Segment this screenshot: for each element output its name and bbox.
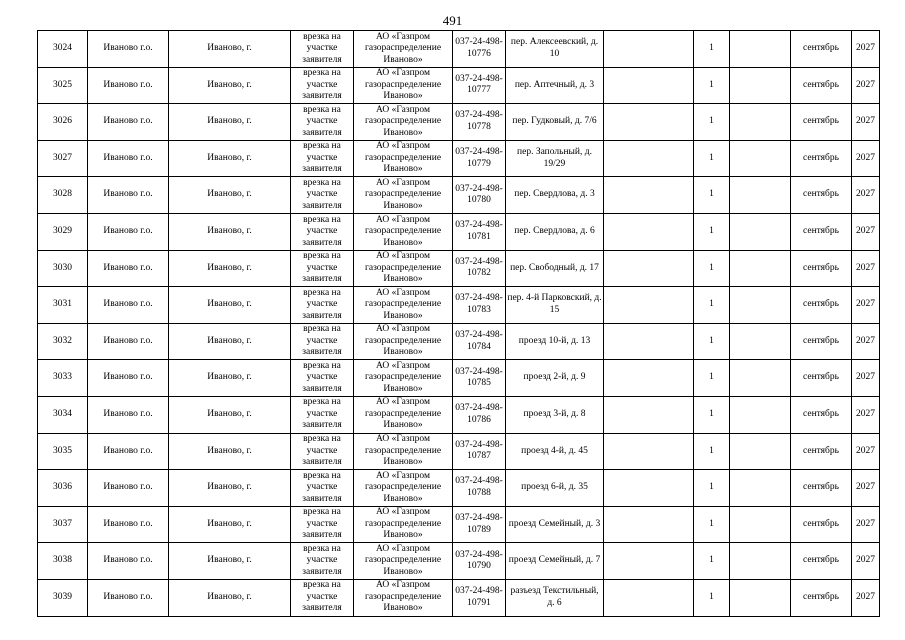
- row-number-cell: 3029: [38, 213, 88, 250]
- quantity-cell: 1: [694, 213, 730, 250]
- row-number-cell: 3036: [38, 470, 88, 507]
- row-number-cell: 3033: [38, 360, 88, 397]
- row-number-cell: 3028: [38, 177, 88, 214]
- district-cell: Иваново г.о.: [88, 323, 169, 360]
- blank-cell: [730, 177, 791, 214]
- year-cell: 2027: [852, 470, 880, 507]
- district-cell: Иваново г.о.: [88, 31, 169, 68]
- owner-cell: АО «Газпром газораспределение Иваново»: [354, 287, 453, 324]
- owner-cell: АО «Газпром газораспределение Иваново»: [354, 396, 453, 433]
- table-row: [38, 323, 880, 360]
- table-body: [38, 31, 880, 617]
- year-cell: 2027: [852, 506, 880, 543]
- work-type-cell: врезка на участке заявителя: [291, 177, 354, 214]
- code-cell: 037-24-498-10781: [453, 213, 506, 250]
- district-cell: Иваново г.о.: [88, 287, 169, 324]
- table-row: [38, 31, 880, 68]
- row-number-cell: 3032: [38, 323, 88, 360]
- work-type-cell: врезка на участке заявителя: [291, 360, 354, 397]
- table-row: [38, 470, 880, 507]
- quantity-cell: 1: [694, 250, 730, 287]
- owner-cell: АО «Газпром газораспределение Иваново»: [354, 177, 453, 214]
- year-cell: 2027: [852, 104, 880, 141]
- extra-cell: [604, 31, 694, 68]
- table-row: [38, 177, 880, 214]
- table-row: [38, 543, 880, 580]
- blank-cell: [730, 396, 791, 433]
- work-type-cell: врезка на участке заявителя: [291, 104, 354, 141]
- month-cell: сентябрь: [791, 287, 852, 324]
- extra-cell: [604, 470, 694, 507]
- quantity-cell: 1: [694, 104, 730, 141]
- work-type-cell: врезка на участке заявителя: [291, 506, 354, 543]
- district-cell: Иваново г.о.: [88, 396, 169, 433]
- owner-cell: АО «Газпром газораспределение Иваново»: [354, 506, 453, 543]
- code-cell: 037-24-498-10791: [453, 579, 506, 616]
- month-cell: сентябрь: [791, 67, 852, 104]
- address-cell: пер. Алексеевский, д. 10: [506, 31, 604, 68]
- quantity-cell: 1: [694, 287, 730, 324]
- owner-cell: АО «Газпром газораспределение Иваново»: [354, 67, 453, 104]
- address-cell: проезд 10-й, д. 13: [506, 323, 604, 360]
- work-type-cell: врезка на участке заявителя: [291, 250, 354, 287]
- locality-cell: Иваново, г.: [169, 67, 291, 104]
- row-number-cell: 3030: [38, 250, 88, 287]
- year-cell: 2027: [852, 250, 880, 287]
- district-cell: Иваново г.о.: [88, 250, 169, 287]
- blank-cell: [730, 287, 791, 324]
- table-row: [38, 360, 880, 397]
- owner-cell: АО «Газпром газораспределение Иваново»: [354, 433, 453, 470]
- row-number-cell: 3038: [38, 543, 88, 580]
- month-cell: сентябрь: [791, 543, 852, 580]
- month-cell: сентябрь: [791, 579, 852, 616]
- work-type-cell: врезка на участке заявителя: [291, 213, 354, 250]
- extra-cell: [604, 543, 694, 580]
- table-row: [38, 140, 880, 177]
- district-cell: Иваново г.о.: [88, 470, 169, 507]
- month-cell: сентябрь: [791, 433, 852, 470]
- year-cell: 2027: [852, 323, 880, 360]
- blank-cell: [730, 323, 791, 360]
- quantity-cell: 1: [694, 31, 730, 68]
- address-cell: пер. 4-й Парковский, д. 15: [506, 287, 604, 324]
- owner-cell: АО «Газпром газораспределение Иваново»: [354, 323, 453, 360]
- row-number-cell: 3037: [38, 506, 88, 543]
- quantity-cell: 1: [694, 140, 730, 177]
- extra-cell: [604, 287, 694, 324]
- locality-cell: Иваново, г.: [169, 360, 291, 397]
- locality-cell: Иваново, г.: [169, 396, 291, 433]
- blank-cell: [730, 213, 791, 250]
- locality-cell: Иваново, г.: [169, 323, 291, 360]
- owner-cell: АО «Газпром газораспределение Иваново»: [354, 543, 453, 580]
- address-cell: пер. Свердлова, д. 3: [506, 177, 604, 214]
- owner-cell: АО «Газпром газораспределение Иваново»: [354, 213, 453, 250]
- blank-cell: [730, 543, 791, 580]
- quantity-cell: 1: [694, 323, 730, 360]
- owner-cell: АО «Газпром газораспределение Иваново»: [354, 250, 453, 287]
- address-cell: разъезд Текстильный, д. 6: [506, 579, 604, 616]
- locality-cell: Иваново, г.: [169, 104, 291, 141]
- work-type-cell: врезка на участке заявителя: [291, 323, 354, 360]
- code-cell: 037-24-498-10786: [453, 396, 506, 433]
- district-cell: Иваново г.о.: [88, 67, 169, 104]
- address-cell: пер. Свердлова, д. 6: [506, 213, 604, 250]
- locality-cell: Иваново, г.: [169, 287, 291, 324]
- work-type-cell: врезка на участке заявителя: [291, 579, 354, 616]
- code-cell: 037-24-498-10779: [453, 140, 506, 177]
- code-cell: 037-24-498-10783: [453, 287, 506, 324]
- year-cell: 2027: [852, 360, 880, 397]
- table-row: [38, 506, 880, 543]
- month-cell: сентябрь: [791, 396, 852, 433]
- extra-cell: [604, 104, 694, 141]
- table-row: [38, 213, 880, 250]
- district-cell: Иваново г.о.: [88, 140, 169, 177]
- blank-cell: [730, 506, 791, 543]
- blank-cell: [730, 433, 791, 470]
- blank-cell: [730, 31, 791, 68]
- quantity-cell: 1: [694, 360, 730, 397]
- code-cell: 037-24-498-10782: [453, 250, 506, 287]
- table-row: [38, 250, 880, 287]
- row-number-cell: 3035: [38, 433, 88, 470]
- work-type-cell: врезка на участке заявителя: [291, 433, 354, 470]
- work-type-cell: врезка на участке заявителя: [291, 140, 354, 177]
- extra-cell: [604, 360, 694, 397]
- table-row: [38, 67, 880, 104]
- row-number-cell: 3026: [38, 104, 88, 141]
- code-cell: 037-24-498-10776: [453, 31, 506, 68]
- locality-cell: Иваново, г.: [169, 140, 291, 177]
- code-cell: 037-24-498-10780: [453, 177, 506, 214]
- row-number-cell: 3025: [38, 67, 88, 104]
- month-cell: сентябрь: [791, 104, 852, 141]
- owner-cell: АО «Газпром газораспределение Иваново»: [354, 31, 453, 68]
- gas-connection-table: [37, 30, 880, 617]
- district-cell: Иваново г.о.: [88, 360, 169, 397]
- month-cell: сентябрь: [791, 177, 852, 214]
- address-cell: проезд 4-й, д. 45: [506, 433, 604, 470]
- extra-cell: [604, 396, 694, 433]
- address-cell: пер. Аптечный, д. 3: [506, 67, 604, 104]
- month-cell: сентябрь: [791, 213, 852, 250]
- blank-cell: [730, 470, 791, 507]
- blank-cell: [730, 140, 791, 177]
- locality-cell: Иваново, г.: [169, 433, 291, 470]
- owner-cell: АО «Газпром газораспределение Иваново»: [354, 140, 453, 177]
- year-cell: 2027: [852, 213, 880, 250]
- address-cell: пер. Свободный, д. 17: [506, 250, 604, 287]
- year-cell: 2027: [852, 396, 880, 433]
- month-cell: сентябрь: [791, 506, 852, 543]
- locality-cell: Иваново, г.: [169, 543, 291, 580]
- district-cell: Иваново г.о.: [88, 543, 169, 580]
- district-cell: Иваново г.о.: [88, 213, 169, 250]
- locality-cell: Иваново, г.: [169, 506, 291, 543]
- code-cell: 037-24-498-10785: [453, 360, 506, 397]
- quantity-cell: 1: [694, 433, 730, 470]
- quantity-cell: 1: [694, 579, 730, 616]
- work-type-cell: врезка на участке заявителя: [291, 31, 354, 68]
- year-cell: 2027: [852, 287, 880, 324]
- owner-cell: АО «Газпром газораспределение Иваново»: [354, 470, 453, 507]
- locality-cell: Иваново, г.: [169, 579, 291, 616]
- district-cell: Иваново г.о.: [88, 177, 169, 214]
- page-number: 491: [442, 13, 463, 28]
- row-number-cell: 3039: [38, 579, 88, 616]
- blank-cell: [730, 360, 791, 397]
- address-cell: пер. Запольный, д. 19/29: [506, 140, 604, 177]
- row-number-cell: 3027: [38, 140, 88, 177]
- extra-cell: [604, 250, 694, 287]
- owner-cell: АО «Газпром газораспределение Иваново»: [354, 360, 453, 397]
- locality-cell: Иваново, г.: [169, 213, 291, 250]
- owner-cell: АО «Газпром газораспределение Иваново»: [354, 579, 453, 616]
- locality-cell: Иваново, г.: [169, 470, 291, 507]
- table-row: [38, 433, 880, 470]
- quantity-cell: 1: [694, 543, 730, 580]
- address-cell: проезд 6-й, д. 35: [506, 470, 604, 507]
- owner-cell: АО «Газпром газораспределение Иваново»: [354, 104, 453, 141]
- month-cell: сентябрь: [791, 470, 852, 507]
- address-cell: проезд Семейный, д. 3: [506, 506, 604, 543]
- locality-cell: Иваново, г.: [169, 31, 291, 68]
- extra-cell: [604, 506, 694, 543]
- row-number-cell: 3031: [38, 287, 88, 324]
- table-row: [38, 287, 880, 324]
- year-cell: 2027: [852, 177, 880, 214]
- code-cell: 037-24-498-10788: [453, 470, 506, 507]
- extra-cell: [604, 177, 694, 214]
- district-cell: Иваново г.о.: [88, 506, 169, 543]
- code-cell: 037-24-498-10790: [453, 543, 506, 580]
- month-cell: сентябрь: [791, 140, 852, 177]
- work-type-cell: врезка на участке заявителя: [291, 470, 354, 507]
- blank-cell: [730, 67, 791, 104]
- locality-cell: Иваново, г.: [169, 250, 291, 287]
- extra-cell: [604, 140, 694, 177]
- code-cell: 037-24-498-10778: [453, 104, 506, 141]
- year-cell: 2027: [852, 31, 880, 68]
- code-cell: 037-24-498-10784: [453, 323, 506, 360]
- locality-cell: Иваново, г.: [169, 177, 291, 214]
- quantity-cell: 1: [694, 396, 730, 433]
- row-number-cell: 3034: [38, 396, 88, 433]
- quantity-cell: 1: [694, 506, 730, 543]
- extra-cell: [604, 67, 694, 104]
- month-cell: сентябрь: [791, 31, 852, 68]
- quantity-cell: 1: [694, 177, 730, 214]
- month-cell: сентябрь: [791, 323, 852, 360]
- blank-cell: [730, 579, 791, 616]
- work-type-cell: врезка на участке заявителя: [291, 287, 354, 324]
- code-cell: 037-24-498-10789: [453, 506, 506, 543]
- extra-cell: [604, 579, 694, 616]
- address-cell: проезд Семейный, д. 7: [506, 543, 604, 580]
- address-cell: проезд 3-й, д. 8: [506, 396, 604, 433]
- year-cell: 2027: [852, 579, 880, 616]
- district-cell: Иваново г.о.: [88, 579, 169, 616]
- year-cell: 2027: [852, 140, 880, 177]
- work-type-cell: врезка на участке заявителя: [291, 67, 354, 104]
- table-row: [38, 396, 880, 433]
- table-row: [38, 579, 880, 616]
- year-cell: 2027: [852, 543, 880, 580]
- month-cell: сентябрь: [791, 250, 852, 287]
- extra-cell: [604, 213, 694, 250]
- year-cell: 2027: [852, 67, 880, 104]
- code-cell: 037-24-498-10787: [453, 433, 506, 470]
- district-cell: Иваново г.о.: [88, 433, 169, 470]
- district-cell: Иваново г.о.: [88, 104, 169, 141]
- extra-cell: [604, 433, 694, 470]
- code-cell: 037-24-498-10777: [453, 67, 506, 104]
- address-cell: проезд 2-й, д. 9: [506, 360, 604, 397]
- table-row: [38, 104, 880, 141]
- quantity-cell: 1: [694, 470, 730, 507]
- month-cell: сентябрь: [791, 360, 852, 397]
- work-type-cell: врезка на участке заявителя: [291, 543, 354, 580]
- blank-cell: [730, 104, 791, 141]
- address-cell: пер. Гудковый, д. 7/6: [506, 104, 604, 141]
- blank-cell: [730, 250, 791, 287]
- work-type-cell: врезка на участке заявителя: [291, 396, 354, 433]
- quantity-cell: 1: [694, 67, 730, 104]
- year-cell: 2027: [852, 433, 880, 470]
- row-number-cell: 3024: [38, 31, 88, 68]
- extra-cell: [604, 323, 694, 360]
